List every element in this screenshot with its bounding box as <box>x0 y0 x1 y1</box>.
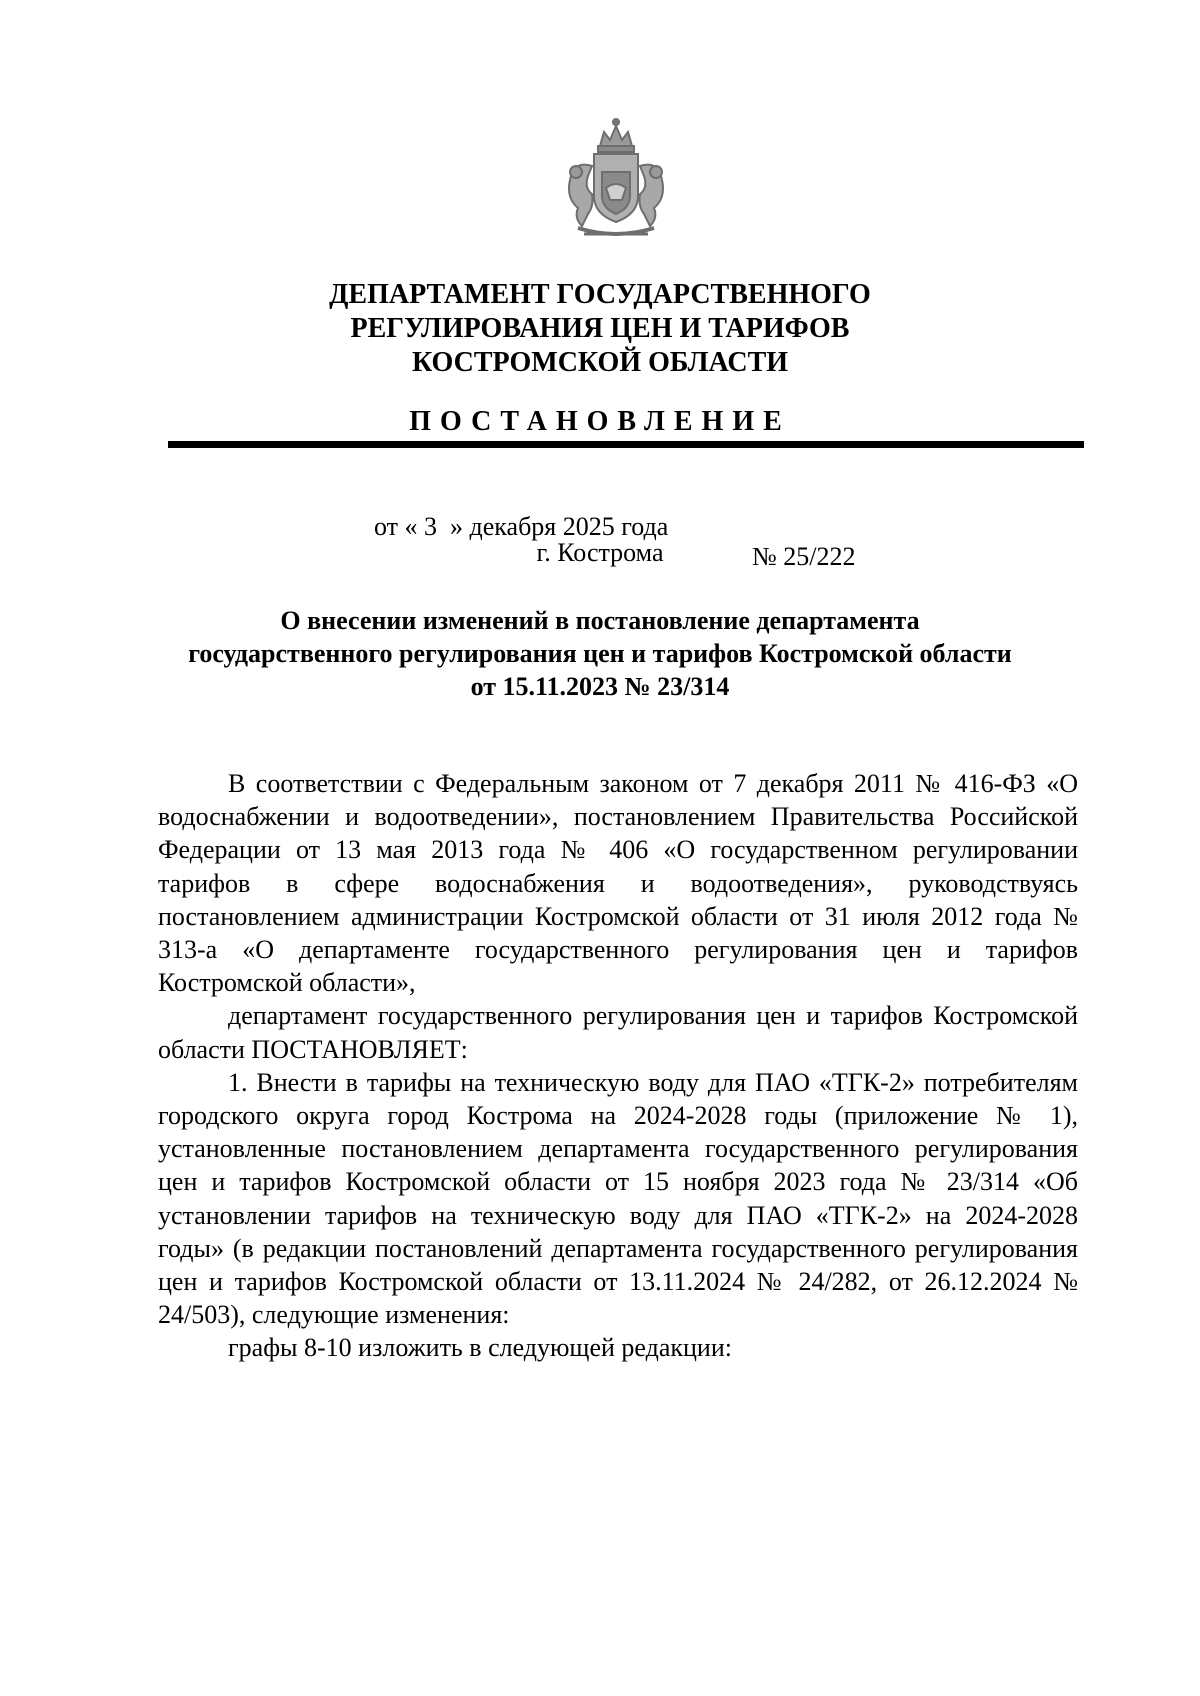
document-number: № 25/222 <box>752 542 856 571</box>
body-paragraph: В соответствии с Федеральным законом от 7 декабря 2011 № 416-ФЗ «О водоснабжении и водоотведении», постановлением Правительства Российской Федерации от 13 мая 2013 года № 406 «О государственном регулировании тарифов в сфере водоснабжения и водоотведения», руководствуясь постановлением администрации Костромской области от 31 июля 2012 года № 313-а «О департаменте государственного регулирования цен и тарифов Костромской области», <box>158 769 1078 998</box>
document-body <box>158 767 1078 1365</box>
subject-line: от 15.11.2023 № 23/314 <box>470 672 730 701</box>
document-date: от « 3 » декабря 2025 года <box>374 512 669 541</box>
body-paragraph: департамент государственного регулирования цен и тарифов Костромской области ПОСТАНОВЛЯЕТ: <box>158 1001 1078 1064</box>
department-name-line: КОСТРОМСКОЙ ОБЛАСТИ <box>411 347 789 378</box>
header-divider <box>168 441 1084 448</box>
department-name <box>200 278 1000 380</box>
subject-line: государственного регулирования цен и тарифов Костромской области <box>188 639 1012 668</box>
document-subject <box>120 604 1080 703</box>
document-city: г. Кострома <box>536 538 664 567</box>
department-name-line: РЕГУЛИРОВАНИЯ ЦЕН И ТАРИФОВ <box>350 313 850 344</box>
subject-line: О внесении изменений в постановление департамента <box>280 606 920 635</box>
coat-of-arms-icon <box>548 110 684 246</box>
department-name-line: ДЕПАРТАМЕНТ ГОСУДАРСТВЕННОГО <box>329 279 871 310</box>
body-paragraph: графы 8-10 изложить в следующей редакции: <box>228 1333 732 1363</box>
document-type: ПОСТАНОВЛЕНИЕ <box>409 406 791 437</box>
body-paragraph: 1. Внести в тарифы на техническую воду для ПАО «ТГК-2» потребителям городского округа город Кострома на 2024-2028 годы (приложение № 1), установленные постановлением департамента государственного регулирования цен и тарифов Костромской области от 15 ноября 2023 года № 23/314 «Об установлении тарифов на техническую воду для ПАО «ТГК-2» на 2024-2028 годы» (в редакции постановлений департамента государственного регулирования цен и тарифов Костромской области от 13.11.2024 № 24/282, от 26.12.2024 № 24/503), следующие изменения: <box>158 1067 1078 1330</box>
